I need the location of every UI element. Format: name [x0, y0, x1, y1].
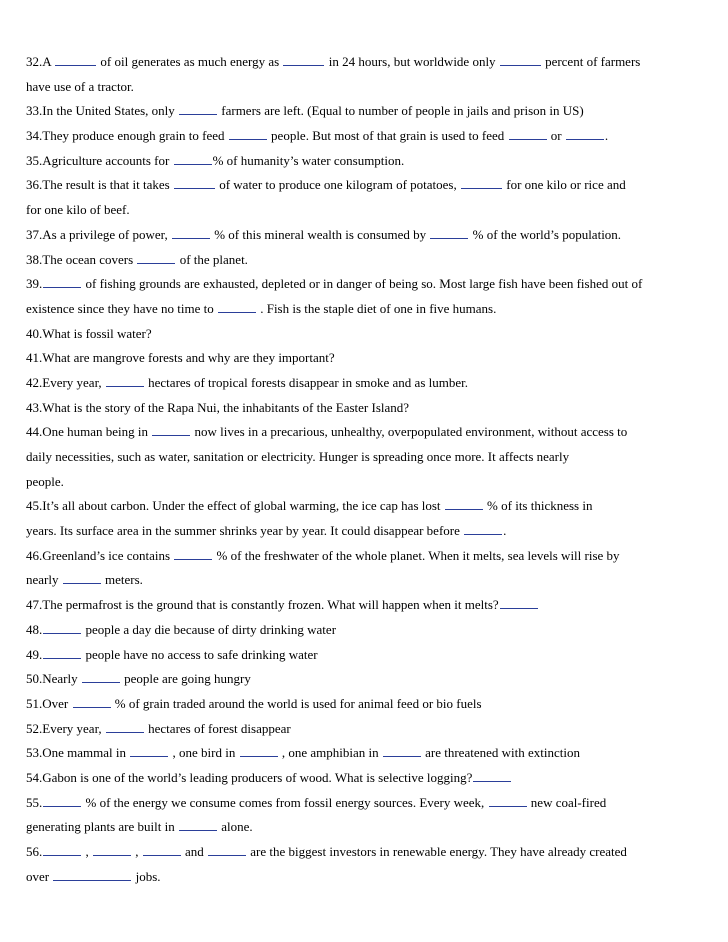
answer-blank[interactable]	[152, 425, 190, 436]
question-32: 32.A of oil generates as much energy as in 24 hours, but worldwide only percent of farmers	[26, 54, 641, 69]
answer-blank[interactable]	[174, 549, 212, 560]
answer-blank[interactable]	[93, 845, 131, 856]
answer-blank[interactable]	[461, 178, 502, 189]
answer-blank[interactable]	[179, 820, 217, 831]
question-45-cont: years. Its surface area in the summer shrinks year by year. It could disappear before .	[26, 523, 507, 539]
question-55-cont: generating plants are built in alone.	[26, 819, 253, 835]
answer-blank[interactable]	[473, 771, 511, 782]
answer-blank[interactable]	[53, 870, 131, 881]
answer-blank[interactable]	[143, 845, 181, 856]
answer-blank[interactable]	[55, 55, 96, 66]
answer-blank[interactable]	[174, 178, 215, 189]
question-43: 43.What is the story of the Rapa Nui, the inhabitants of the Easter Island?	[26, 399, 410, 415]
answer-blank[interactable]	[82, 672, 120, 683]
question-46-cont: nearly meters.	[26, 572, 143, 588]
question-55: 55. % of the energy we consume comes from fossil energy sources. Every week, new coal-fired	[26, 794, 607, 810]
question-48: 48. people a day die because of dirty drinking water	[26, 621, 337, 637]
question-39: 39. of fishing grounds are exhausted, depleted or in danger of being so. Most large fish have been fished out of	[26, 276, 643, 292]
question-56-cont: over jobs.	[26, 868, 161, 884]
question-36-cont: for one kilo of beef.	[26, 202, 130, 218]
answer-blank[interactable]	[240, 746, 278, 757]
question-44: 44.One human being in now lives in a precarious, unhealthy, overpopulated environment, without access to	[26, 424, 628, 440]
answer-blank[interactable]	[218, 302, 256, 313]
question-32-cont: have use of a tractor.	[26, 78, 134, 94]
question-34: 34.They produce enough grain to feed people. But most of that grain is used to feed or .	[26, 128, 609, 144]
answer-blank[interactable]	[283, 55, 324, 66]
answer-blank[interactable]	[137, 253, 175, 264]
answer-blank[interactable]	[106, 376, 144, 387]
answer-blank[interactable]	[106, 722, 144, 733]
answer-blank[interactable]	[43, 845, 81, 856]
question-33: 33.In the United States, only farmers are left. (Equal to number of people in jails and prison in US)	[26, 103, 584, 119]
answer-blank[interactable]	[172, 228, 210, 239]
answer-blank[interactable]	[229, 129, 267, 140]
answer-blank[interactable]	[63, 573, 101, 584]
answer-blank[interactable]	[566, 129, 604, 140]
answer-blank[interactable]	[430, 228, 468, 239]
question-37: 37.As a privilege of power, % of this mineral wealth is consumed by % of the world’s population.	[26, 226, 622, 242]
question-51: 51.Over % of grain traded around the world is used for animal feed or bio fuels	[26, 695, 482, 711]
answer-blank[interactable]	[500, 598, 538, 609]
answer-blank[interactable]	[43, 277, 81, 288]
question-50: 50.Nearly people are going hungry	[26, 671, 251, 687]
answer-blank[interactable]	[500, 55, 541, 66]
answer-blank[interactable]	[43, 796, 81, 807]
question-44-cont2: people.	[26, 473, 64, 489]
question-41: 41.What are mangrove forests and why are they important?	[26, 350, 335, 366]
answer-blank[interactable]	[383, 746, 421, 757]
question-35: 35.Agriculture accounts for % of humanity’s water consumption.	[26, 152, 405, 168]
question-38: 38.The ocean covers of the planet.	[26, 251, 248, 267]
question-40: 40.What is fossil water?	[26, 325, 152, 341]
worksheet-page	[26, 50, 716, 889]
answer-blank[interactable]	[179, 104, 217, 115]
question-42: 42.Every year, hectares of tropical forests disappear in smoke and as lumber.	[26, 374, 468, 390]
question-52: 52.Every year, hectares of forest disappear	[26, 720, 291, 736]
question-39-cont: existence since they have no time to . Fish is the staple diet of one in five humans.	[26, 300, 497, 316]
question-54: 54.Gabon is one of the world’s leading producers of wood. What is selective logging?	[26, 766, 716, 791]
answer-blank[interactable]	[73, 697, 111, 708]
answer-blank[interactable]	[174, 154, 212, 165]
question-49: 49. people have no access to safe drinking water	[26, 646, 318, 662]
question-46: 46.Greenland’s ice contains % of the freshwater of the whole planet. When it melts, sea levels will rise by	[26, 547, 620, 563]
answer-blank[interactable]	[509, 129, 547, 140]
question-53: 53.One mammal in , one bird in , one amphibian in are threatened with extinction	[26, 745, 580, 761]
answer-blank[interactable]	[130, 746, 168, 757]
answer-blank[interactable]	[208, 845, 246, 856]
question-47: 47.The permafrost is the ground that is constantly frozen. What will happen when it melts?	[26, 593, 716, 618]
answer-blank[interactable]	[489, 796, 527, 807]
question-44-cont: daily necessities, such as water, sanitation or electricity. Hunger is spreading once more. It affects nearly	[26, 449, 570, 464]
question-56: 56. , , and are the biggest investors in renewable energy. They have already created	[26, 844, 627, 859]
answer-blank[interactable]	[445, 499, 483, 510]
answer-blank[interactable]	[464, 524, 502, 535]
question-36: 36.The result is that it takes of water to produce one kilogram of potatoes, for one kilo or rice and	[26, 177, 626, 193]
answer-blank[interactable]	[43, 623, 81, 634]
answer-blank[interactable]	[43, 648, 81, 659]
question-45: 45.It’s all about carbon. Under the effect of global warming, the ice cap has lost % of its thickness in	[26, 498, 593, 514]
